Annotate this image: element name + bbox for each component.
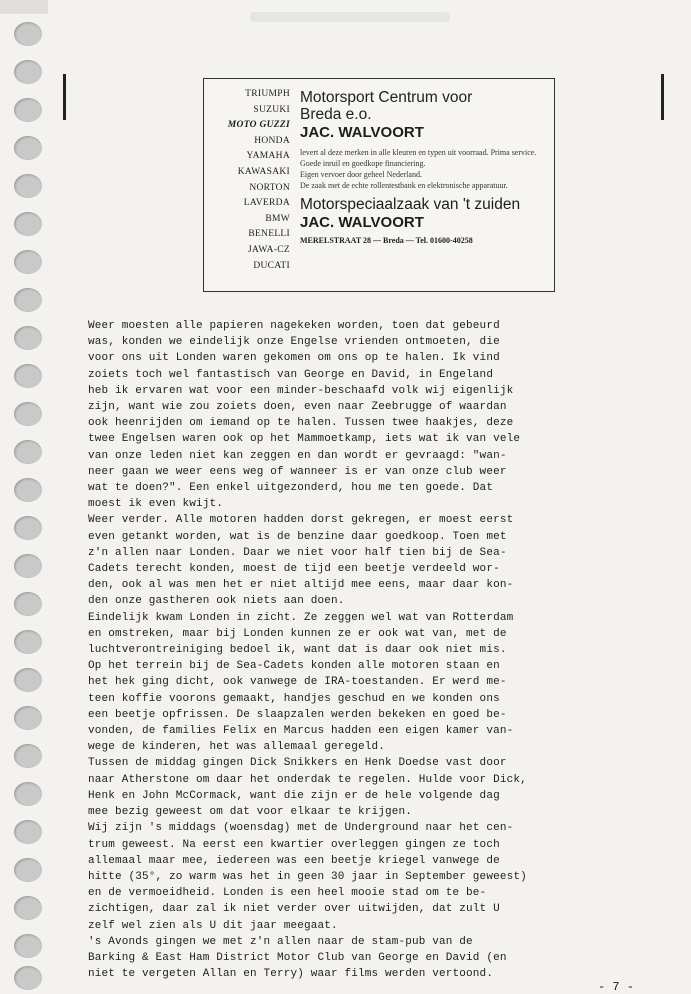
text-line: hitte (35°, zo warm was het in geen 30 jaar in September geweest) <box>88 870 527 883</box>
service-line: levert al deze merken in alle kleuren en typen uit voorraad. Prima service. <box>300 148 537 157</box>
brand-name: HONDA <box>254 135 290 146</box>
text-line: naar Atherstone om daar het onderdak te regelen. Hulde voor Dick, <box>88 773 527 786</box>
text-line: was, konden we eindelijk onze Engelse vrienden ontmoeten, die <box>88 336 500 349</box>
faded-header-smudge <box>250 12 450 22</box>
text-line: trum geweest. Na eerst een kwartier overleggen gingen ze toch <box>88 838 500 851</box>
brand-list <box>206 87 290 274</box>
binder-hole <box>14 858 42 882</box>
text-line: Cadets terecht konden, moest de tijd een beetje verdeeld wor- <box>88 563 500 576</box>
text-line: zichtigen, daar zal ik niet verder over uitwijden, dat zult U <box>88 903 500 916</box>
binder-hole <box>14 440 42 464</box>
brand-name: YAMAHA <box>246 151 290 162</box>
advert-company-name-2: JAC. WALVOORT <box>300 213 424 231</box>
text-line: neer gaan we weer eens weg of wanneer is er van onze club weer <box>88 465 507 478</box>
brand-name: SUZUKI <box>253 104 290 115</box>
text-line: van onze leden niet kan zeggen en dan wordt er gevraagd: "wan- <box>88 449 507 462</box>
binder-hole <box>14 782 42 806</box>
brand-name: KAWASAKI <box>237 166 290 177</box>
binder-hole <box>14 592 42 616</box>
brand-name: NORTON <box>249 182 290 193</box>
text-line: ook heenrijden om iemand op te halen. Tussen twee haakjes, deze <box>88 417 514 430</box>
text-line: zoiets toch wel fantastisch van George en David, in Engeland <box>88 368 494 381</box>
brand-name: DUCATI <box>253 260 290 271</box>
binder-hole <box>14 22 42 46</box>
binder-hole <box>14 516 42 540</box>
advert-text <box>300 89 552 245</box>
text-line: het hek ging dicht, ook vanwege de IRA-toestanden. Er werd me- <box>88 676 507 689</box>
binder-hole <box>14 934 42 958</box>
binder-hole <box>14 706 42 730</box>
brand-name: LAVERDA <box>243 198 290 209</box>
binder-hole <box>14 364 42 388</box>
binder-hole <box>14 212 42 236</box>
binder-hole <box>14 136 42 160</box>
text-line: luchtverontreiniging bedoel ik, want dat is daar ook niet mis. <box>88 644 507 657</box>
advert-headline-2: Motorspeciaalzaak van 't zuiden <box>300 195 521 213</box>
advert-headline-location: Breda e.o. <box>300 106 372 123</box>
text-line: zelf wel zien als U dit jaar meegaat. <box>88 919 338 932</box>
service-line: De zaak met de echte rollentestbank en elektronische apparatuur. <box>300 181 508 190</box>
text-line: een beetje opfrissen. De slaapzalen werden bekeken en goed be- <box>88 708 507 721</box>
text-line: niet te vergeten Allan en Terry) waar films werden vertoond. <box>88 968 494 981</box>
binder-hole <box>14 668 42 692</box>
binder-hole <box>14 820 42 844</box>
binder-hole <box>14 554 42 578</box>
text-line: Barking & East Ham District Motor Club van George en David (en <box>88 951 507 964</box>
text-line: Tussen de middag gingen Dick Snikkers en Henk Doedse vast door <box>88 757 507 770</box>
text-line: Weer moesten alle papieren nagekeken worden, toen dat gebeurd <box>88 320 500 332</box>
text-line: den onze gastheren ook niets aan doen. <box>88 595 345 608</box>
service-line: Goede inruil en goedkope financiering. <box>300 159 426 168</box>
binder-hole <box>14 98 42 122</box>
binder-hole <box>14 630 42 654</box>
text-line: en de vermoeidheid. Londen is een heel mooie stad om te be- <box>88 887 487 900</box>
service-line: Eigen vervoer door geheel Nederland. <box>300 170 422 179</box>
page-number: - 7 - <box>598 980 635 994</box>
text-line: Wij zijn 's middags (woensdag) met de Underground naar het cen- <box>88 822 514 835</box>
advert-address: MERELSTRAAT 28 — Breda — Tel. 01600-40258 <box>300 235 473 245</box>
binder-hole <box>14 250 42 274</box>
text-line: z'n allen naar Londen. Daar we niet voor half tien bij de Sea- <box>88 546 507 559</box>
binder-hole <box>14 478 42 502</box>
text-line: wege de kinderen, het was allemaal geregeld. <box>88 741 386 754</box>
text-line: vonden, de families Felix en Marcus hadden een eigen kamer van- <box>88 725 514 738</box>
margin-rule-right <box>661 74 664 120</box>
binder-hole <box>14 966 42 990</box>
text-line: en omstreken, maar bij Londen kunnen ze er ook wat van, met de <box>88 627 507 640</box>
text-line: Eindelijk kwam Londen in zicht. Ze zeggen wel wat van Rotterdam <box>88 611 514 624</box>
text-line: even getankt worden, wat is de benzine daar goedkoop. Toen met <box>88 530 507 543</box>
binder-hole <box>14 402 42 426</box>
text-line: den, ook al was men het er niet altijd mee eens, maar daar kon- <box>88 579 514 592</box>
margin-rule-left <box>63 74 66 120</box>
binder-hole <box>14 174 42 198</box>
brand-name: MOTO GUZZI <box>227 120 290 131</box>
text-line: zijn, want wie zou zoiets doen, even naar Zeebrugge of waardan <box>88 401 507 414</box>
advert-company-name: JAC. WALVOORT <box>300 124 424 141</box>
article-body <box>88 318 654 982</box>
text-line: teen koffie voorons gemaakt, handjes geschud en we konden ons <box>88 692 500 705</box>
text-line: Weer verder. Alle motoren hadden dorst gekregen, er moest eerst <box>88 514 514 527</box>
brand-name: TRIUMPH <box>245 89 290 99</box>
text-line: allemaal maar mee, iedereen was een beetje kriegel vanwege de <box>88 854 500 867</box>
brand-name: JAWA-CZ <box>248 244 290 255</box>
binder-hole <box>14 896 42 920</box>
binder-hole <box>14 60 42 84</box>
binder-hole <box>14 326 42 350</box>
binder-hole <box>14 288 42 312</box>
text-line: 's Avonds gingen we met z'n allen naar de stam-pub van de <box>88 935 473 948</box>
text-line: wat te doen?". Een enkel uitgezonderd, hou me ten goede. Dat <box>88 482 494 495</box>
text-line: heb ik ervaren wat voor een minder-beschaafd volk wij eigenlijk <box>88 384 514 397</box>
text-line: moest ik even kwijt. <box>88 498 224 511</box>
binder-hole <box>14 744 42 768</box>
brand-name: BMW <box>265 213 290 224</box>
brand-name: BENELLI <box>248 229 290 240</box>
advertisement-box <box>203 78 555 292</box>
text-line: mee bezig geweest om dat voor elkaar te krijgen. <box>88 806 413 819</box>
binder-holes <box>0 0 60 992</box>
text-line: Op het terrein bij de Sea-Cadets konden alle motoren staan en <box>88 660 500 673</box>
text-line: twee Engelsen waren ook op het Mammoetkamp, iets wat ik van vele <box>88 433 521 446</box>
text-line: Henk en John McCormack, want die zijn er de hele volgende dag <box>88 789 500 802</box>
advert-headline: Motorsport Centrum voor <box>300 89 473 106</box>
advert-services <box>300 148 552 191</box>
text-line: voor ons uit Londen waren gekomen om ons op te halen. Ik vind <box>88 352 500 365</box>
